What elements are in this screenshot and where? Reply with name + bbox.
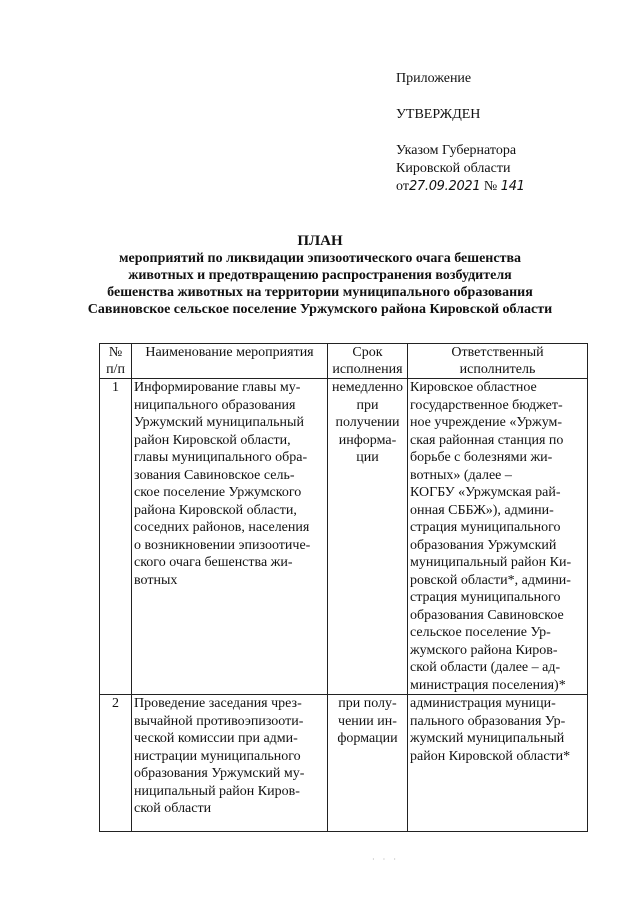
header-num: № п/п <box>100 344 132 379</box>
table-header-row <box>100 344 588 379</box>
subtitle-line: бешенства животных на территории муниципального образования <box>107 285 533 300</box>
subtitle-line: Савиновское сельское поселение Уржумского района Кировской области <box>87 302 553 317</box>
row-activity: Проведение заседания чрез- вычайной противоэпизооти- ческой комиссии при адми- нистрации муниципального образования Уржумский му- ниципальный район Киров- ской области <box>132 695 328 832</box>
scan-mark: · · · <box>372 855 399 864</box>
header-deadline: Срок исполнения <box>328 344 408 379</box>
table-row <box>100 379 588 695</box>
subtitle-line: мероприятий по ликвидации эпизоотического очага бешенства <box>118 251 522 266</box>
subtitle-line: животных и предотвращению распространения возбудителя <box>128 268 512 283</box>
table-row <box>100 695 588 832</box>
decree-date-line <box>396 178 616 196</box>
handwritten-date: 27.09.2021 <box>408 179 481 194</box>
handwritten-number: 141 <box>500 179 525 194</box>
decree-line-1: Указом Губернатора <box>396 143 517 158</box>
header-name: Наименование мероприятия <box>132 344 328 379</box>
row-number: 1 <box>100 379 132 695</box>
row-responsible: администрация муници- пального образования Ур- жумский муниципальный район Кировской области* <box>408 695 588 832</box>
row-deadline: немедленно при получении информа- ции <box>328 379 408 695</box>
date-prefix: от <box>396 179 409 194</box>
row-responsible: Кировское областное государственное бюджет- ное учреждение «Уржум- ская районная станция по борьбе с болезнями жи- вотных» (далее – КОГБУ «Уржумская рай- онная СББЖ»), админи- страция муниципального образования Уржумский муниципальный район Ки- ровской области*, админи- страция муниципального образования Савиновское сельское поселение Ур- жумского района Киров- ской области (далее – ад- министрация поселения)* <box>408 379 588 695</box>
number-sign: № <box>483 179 498 194</box>
row-number: 2 <box>100 695 132 832</box>
header-responsible: Ответственный исполнитель <box>408 344 588 379</box>
plan-subtitle <box>0 250 640 318</box>
decree-line-2: Кировской области <box>396 161 511 176</box>
approved-label: УТВЕРЖДЕН <box>396 107 481 122</box>
row-deadline: при полу- чении ин- формации <box>328 695 408 832</box>
appendix-block <box>396 70 616 196</box>
plan-title: ПЛАН <box>297 233 343 249</box>
appendix-label: Приложение <box>396 71 472 86</box>
row-activity: Информирование главы му- ниципального образования Уржумский муниципальный район Кировской области, главы муниципального обра- зования Савиновское сель- ское поселение Уржумского района Кировской области, соседних районов, населения о возникновении эпизоотиче- ского очага бешенства жи- вотных <box>132 379 328 695</box>
plan-table <box>99 343 588 832</box>
